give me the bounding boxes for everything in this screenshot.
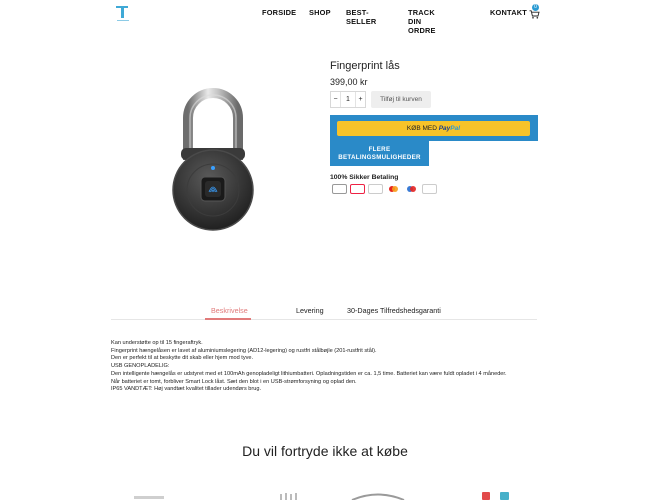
product-price: 399,00 kr (330, 77, 368, 87)
tabs-divider (111, 319, 537, 320)
more-payment-options-button[interactable] (330, 141, 429, 166)
description-line: Når batteriet er tomt, forbliver Smart Lock låst. Sæt den blot i en USB-strømforsyning og oplad den. (111, 378, 357, 385)
nav-track-order[interactable]: TRACK DIN ORDRE (408, 8, 436, 35)
tab-levering[interactable]: Levering (296, 306, 324, 315)
related-product-thumbnail[interactable] (348, 489, 408, 500)
nav-best-seller[interactable]: BEST-SELLER (346, 8, 377, 26)
tab-garanti[interactable]: 30-Dages Tilfredshedsgaranti (347, 306, 441, 315)
related-product-thumbnail[interactable] (276, 489, 306, 500)
description-line: Den intelligente hængelås er udstyret med et 100mAh genopladeligt lithiumbatteri. Opladningstiden er ca. 1,5 time. Batteriet kan være fuldt opladet i 4 måneder. (111, 370, 507, 377)
nav-kontakt[interactable]: KONTAKT (490, 8, 527, 17)
qty-input[interactable]: 1 (340, 92, 356, 107)
description-line: IP65 VANDTÆT: Høj vandtæt kvalitet tillader udendørs brug. (111, 386, 262, 393)
more-payment-line1: FLERE (368, 146, 391, 153)
apple-pay-icon (332, 184, 347, 194)
mastercard-icon (386, 184, 401, 194)
related-product-thumbnail[interactable] (130, 489, 170, 500)
description-line: Fingerprint hængelåsen er lavet af aluminiumslegering (AD12-legering) og rustfri stålbøjle (201-rustfrit stål). (111, 347, 377, 354)
nav-forside[interactable]: FORSIDE (262, 8, 297, 17)
product-image-padlock (168, 88, 258, 233)
more-payment-line2: BETALINGSMULIGHEDER (338, 154, 421, 161)
product-title: Fingerprint lås (330, 60, 400, 72)
description-line: Den er perfekt til at beskytte dit skab eller hjem mod tyve. (111, 355, 254, 362)
secure-payment-label: 100% Sikker Betaling (330, 174, 399, 181)
paypal-brand-pay: Pay (438, 125, 451, 132)
logo-underline (117, 20, 129, 21)
paypal-prefix: KØB MED (406, 125, 437, 132)
paypal-brand-pal: Pal (450, 125, 461, 132)
active-tab-indicator (205, 318, 251, 320)
nav-shop[interactable]: SHOP (309, 8, 331, 17)
maestro-icon (404, 184, 419, 194)
cart-button[interactable] (529, 6, 541, 18)
related-products-heading: Du vil fortryde ikke at købe (242, 443, 408, 459)
quantity-stepper (330, 91, 366, 108)
cart-count-badge: 0 (532, 4, 539, 11)
paypal-button[interactable] (337, 121, 530, 136)
related-product-thumbnail[interactable] (478, 489, 518, 500)
description-line: USB GENOPLADELIG: (111, 363, 170, 370)
logo-stem (121, 8, 124, 18)
product-description (111, 340, 541, 394)
cart-icon (529, 10, 540, 19)
google-pay-icon (368, 184, 383, 194)
klarna-icon (350, 184, 365, 194)
tab-beskrivelse[interactable]: Beskrivelse (211, 306, 248, 315)
description-line: Kan understøtte op til 15 fingeraftryk. (111, 340, 203, 346)
qty-decrease-button[interactable]: − (333, 96, 338, 103)
visa-icon (422, 184, 437, 194)
logo[interactable] (116, 6, 130, 20)
qty-increase-button[interactable]: + (358, 96, 363, 103)
add-to-cart-button[interactable]: Tilføj til kurven (371, 91, 431, 108)
payment-icons (332, 184, 440, 194)
